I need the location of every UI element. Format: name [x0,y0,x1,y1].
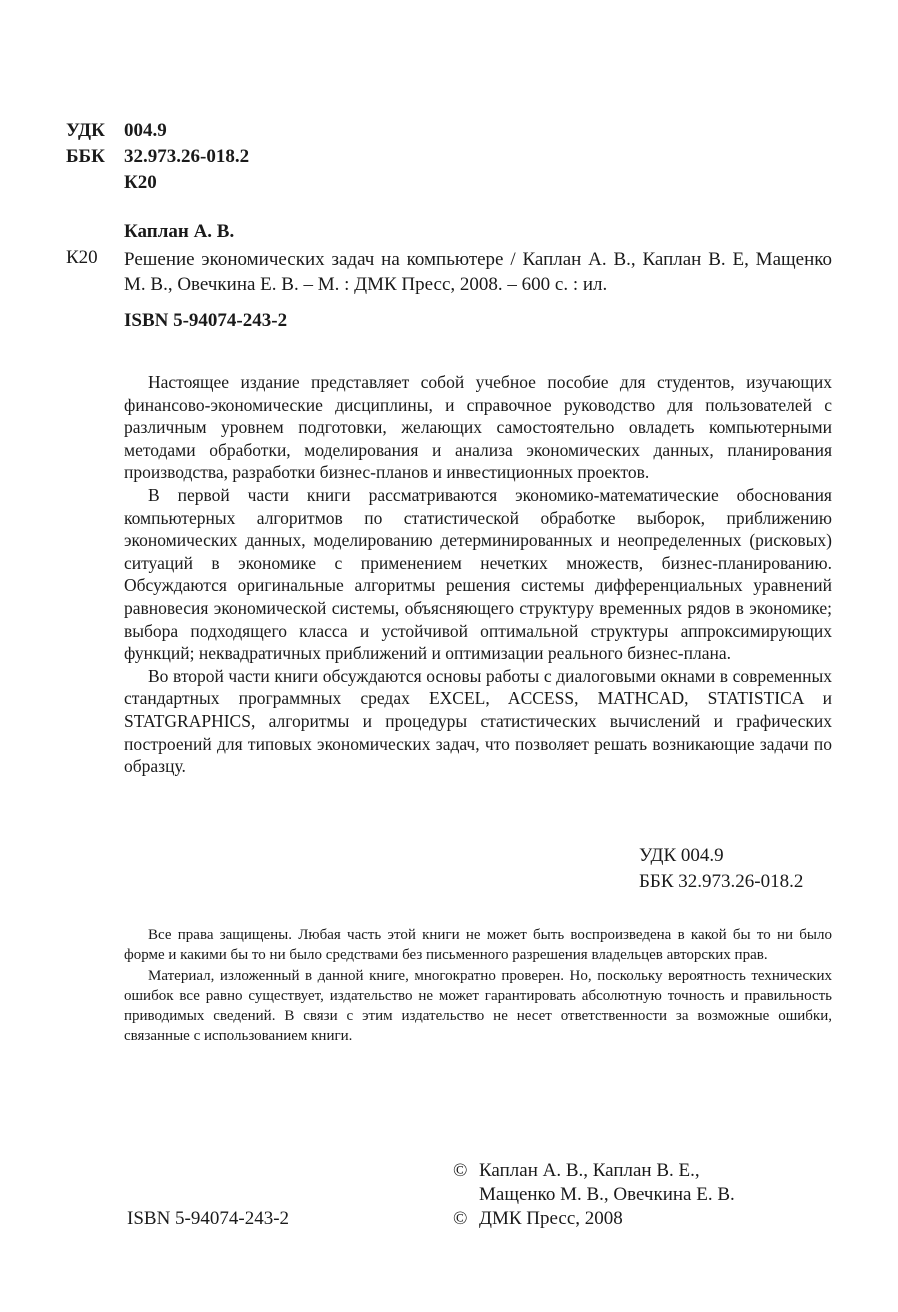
isbn-top: ISBN 5-94074-243-2 [124,310,288,331]
copyright-symbol: © [453,1160,468,1181]
rights-paragraph: Все права защищены. Любая часть этой книги не может быть воспроизведена в какой бы то ни было форме и какими бы то ни было средствами без письменного разрешения владельцев авторских прав. [124,927,832,964]
author-mark: К20 [124,172,157,193]
annotation-paragraph: В первой части книги рассматриваются экономико-математические обоснования компьютерных алгоритмов по статистической обработке выборок, приближению экономических данных, моделированию детерминированных и неопределенных (рисковых) ситуаций в экономике с применением нечетких множеств, бизнес-планированию. Обсуждаются оригинальные алгоритмы решения системы дифференциальных уравнений равновесия экономической системы, объясняющего структуру временных рядов в экономике; выбора подходящего класса и устойчивой оптимальной структуры аппроксимирующих функций; неквадратичных приближений и оптимизации реального бизнес-плана. [124,484,832,664]
copyright-publisher [453,1208,623,1230]
isbn-bottom: ISBN 5-94074-243-2 [127,1208,290,1229]
author-name: Каплан А. В. [124,221,235,242]
udk-value: 004.9 [124,120,167,141]
copyright-authors-cont [453,1184,735,1206]
copyright-authors [453,1160,700,1182]
bbk-label: ББК [66,146,105,167]
udk-right: УДК 004.9 [639,845,724,866]
bibliographic-description: Решение экономических задач на компьютере / Каплан А. В., Каплан В. Е, Мащенко М. В., Овечкина Е. В. – М. : ДМК Пресс, 2008. – 600 с. : ил. [124,249,832,295]
copyright-publisher-text: ДМК Пресс, 2008 [479,1208,623,1229]
rights-paragraph: Материал, изложенный в данной книге, многократно проверен. Но, поскольку вероятность технических ошибок все равно существует, издательство не может гарантировать абсолютную точность и правильность приводимых сведений. В связи с этим издательство не несет ответственности за возможные ошибки, связанные с использованием книги. [124,967,832,1045]
bbk-right: ББК 32.973.26-018.2 [639,871,804,892]
copyright-authors-line2: Мащенко М. В., Овечкина Е. В. [479,1184,735,1205]
bbk-value: 32.973.26-018.2 [124,146,250,167]
copyright-authors-line1: Каплан А. В., Каплан В. Е., [479,1160,700,1181]
annotation-paragraph: Во второй части книги обсуждаются основы работы с диалоговыми окнами в современных стандартных программных средах EXCEL, ACCESS, MATHCAD, STATISTICA и STATGRAPHICS, алгоритмы и процедуры статистических вычислений и графических построений для типовых экономических задач, что позволяет решать возникающие задачи по образцу. [124,665,832,777]
udk-label: УДК [66,120,105,141]
side-author-mark: К20 [66,247,98,268]
copyright-symbol: © [453,1208,468,1229]
annotation-paragraph: Настоящее издание представляет собой учебное пособие для студентов, изучающих финансово-экономические дисциплины, и справочное руководство для пользователей с различным уровнем подготовки, желающих самостоятельно овладеть компьютерными методами обработки, моделирования и анализа экономических данных, планирования производства, разработки бизнес-планов и инвестиционных проектов. [124,372,832,483]
rights-notice [124,925,832,1047]
annotation [124,371,832,778]
